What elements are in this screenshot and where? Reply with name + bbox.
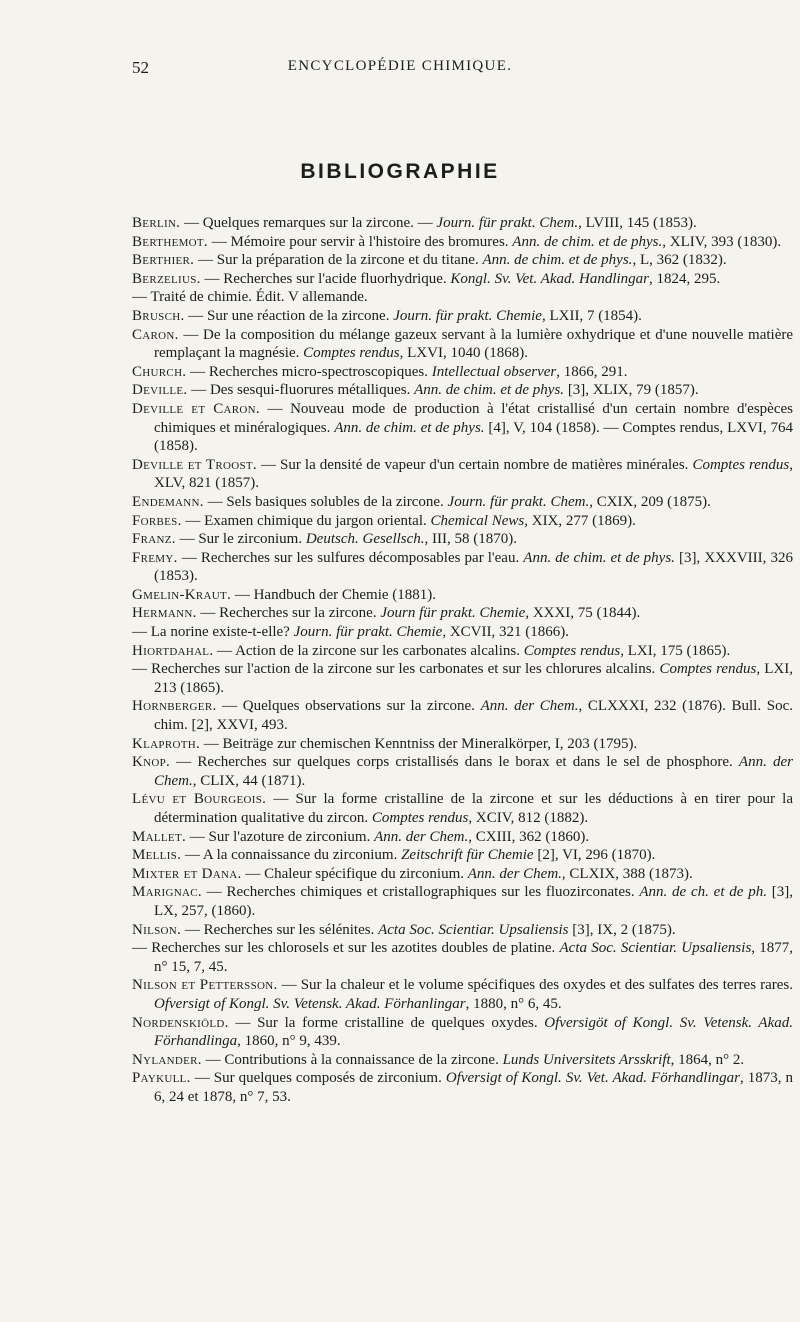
bibliography-entry bbox=[132, 697, 793, 734]
entry-text: — Sels basiques solubles de la zircone. bbox=[203, 493, 448, 510]
entry-source: Journ für prakt. Chemie bbox=[380, 605, 526, 622]
entry-author: Franz. bbox=[132, 531, 176, 548]
bibliography-entry bbox=[132, 530, 793, 549]
bibliography-entry bbox=[132, 1051, 793, 1070]
entry-citation: , CXIX, 209 (1875). bbox=[589, 493, 711, 510]
bibliography-entry bbox=[132, 400, 793, 456]
entry-citation: , LXI, 213 (1865). bbox=[154, 661, 794, 696]
entry-source: Comptes rendus bbox=[371, 810, 469, 826]
entry-text: — Sur la préparation de la zircone et du titane. bbox=[194, 252, 483, 269]
entry-source: Ofversigt of Kongl. Sv. Vetensk. Akad. Förhanlingar bbox=[154, 995, 466, 1012]
bibliography-entry bbox=[132, 512, 793, 531]
entry-author: Nordenskiöld. bbox=[132, 1014, 229, 1031]
entry-source: Journ. für prakt. Chem. bbox=[436, 215, 579, 231]
entry-author: Berthier. bbox=[132, 252, 195, 269]
bibliography-entry bbox=[132, 604, 793, 623]
bibliography-entry bbox=[132, 270, 793, 289]
bibliography-entry bbox=[132, 790, 793, 827]
bibliography-entry bbox=[132, 381, 793, 400]
entry-text: — Des sesqui-fluorures métalliques. bbox=[187, 382, 415, 399]
entry-source: Ann. de chim. et de phys. bbox=[414, 382, 565, 399]
entry-author: Hermann. bbox=[132, 605, 197, 622]
entry-source: Ann. de chim. et de phys. bbox=[482, 252, 633, 269]
entry-text: — Sur l'azoture de zirconium. bbox=[186, 828, 375, 845]
bibliography-entry bbox=[132, 865, 793, 884]
entry-citation: , XXXI, 75 (1844). bbox=[525, 605, 641, 622]
bibliography-entry bbox=[132, 586, 793, 605]
entry-text: — La norine existe-t-elle? bbox=[132, 624, 294, 641]
entry-text: — Beiträge zur chemischen Kenntniss der Mineralkörper, I, 203 (1795). bbox=[200, 735, 638, 752]
entry-source: Ann. der Chem. bbox=[467, 865, 562, 882]
entry-citation: , 1860, n° 9, 439. bbox=[237, 1033, 341, 1050]
entry-author: Mellis. bbox=[132, 847, 182, 864]
running-title: ENCYCLOPÉDIE CHIMIQUE. bbox=[287, 58, 513, 74]
entry-citation: , XLIV, 393 (1830). bbox=[662, 233, 782, 250]
entry-source: Intellectual observer bbox=[431, 363, 557, 380]
entry-text: — De la composition du mélange gazeux servant à la lumière oxhydrique et d'une nouvelle matière remplaçant la magnésie. bbox=[154, 326, 793, 362]
entry-citation: [2], VI, 296 (1870). bbox=[533, 847, 656, 864]
entry-author: Berzelius. bbox=[132, 270, 201, 287]
entry-source: Zeitschrift für Chemie bbox=[401, 847, 534, 864]
entry-text: — Nouveau mode de production à l'état cristallisé d'un certain nombre d'espèces chimiques et minéralogiques. bbox=[154, 400, 793, 436]
entry-source: Ann. de ch. et de ph. bbox=[639, 884, 767, 901]
entry-text: — Examen chimique du jargon oriental. bbox=[181, 512, 431, 529]
entry-text: — Chaleur spécifique du zirconium. bbox=[241, 865, 468, 882]
entry-source: Comptes rendus bbox=[659, 661, 757, 678]
entry-text: — Sur la densité de vapeur d'un certain nombre de matières minérales. bbox=[256, 456, 693, 473]
entry-author: Berthemot. bbox=[132, 233, 208, 250]
entry-author: Church. bbox=[132, 363, 187, 380]
entry-text: — Mémoire pour servir à l'histoire des bromures. bbox=[207, 233, 513, 250]
entry-source: Comptes rendus bbox=[303, 345, 400, 362]
entry-citation: , CLXXXI, 232 (1876). Bull. Soc. chim. [2], XXVI, 493. bbox=[154, 698, 793, 734]
entry-source: Ann. de chim. et de phys. bbox=[334, 419, 485, 436]
entry-author: Nilson et Pettersson. bbox=[132, 977, 278, 994]
entry-source: Journ. für prakt. Chemie bbox=[393, 307, 542, 324]
page-number: 52 bbox=[132, 58, 149, 77]
entry-citation: , LXVI, 1040 (1868). bbox=[399, 345, 528, 362]
entry-citation: , XIX, 277 (1869). bbox=[524, 512, 636, 529]
entry-text: — Recherches chimiques et cristallographiques sur les fluozirconates. bbox=[201, 884, 640, 901]
bibliography-entry bbox=[132, 660, 793, 697]
entry-author: Hiortdahal. bbox=[132, 642, 214, 659]
entry-text: — Quelques remarques sur la zircone. — bbox=[180, 215, 437, 231]
entry-author: Lévu et Bourgeois. bbox=[132, 791, 267, 808]
entry-text: — Recherches sur les chlorosels et sur les azotites doubles de platine. bbox=[132, 940, 560, 957]
entry-author: Deville et Caron. bbox=[132, 400, 260, 417]
entry-source: Ann. der Chem. bbox=[154, 754, 793, 789]
entry-citation: , CLIX, 44 (1871). bbox=[192, 772, 306, 789]
entry-source: Ann. der Chem. bbox=[374, 828, 469, 845]
bibliography-entry bbox=[132, 549, 793, 586]
entry-text: — Recherches micro-spectroscopiques. bbox=[186, 363, 432, 380]
bibliography-list bbox=[132, 214, 793, 1107]
entry-source: Ann. de chim. et de phys. bbox=[523, 549, 675, 566]
entry-text: — Sur la forme cristalline de la zircone et sur les déductions à en tirer pour la détermination qualitative du zircon. bbox=[154, 791, 793, 826]
entry-text: — Sur une réaction de la zircone. bbox=[184, 307, 394, 324]
entry-text: — Recherches sur les sulfures décomposables par l'eau. bbox=[177, 549, 524, 566]
entry-source: Comptes rendus bbox=[692, 456, 790, 473]
entry-source: Journ. für prakt. Chem. bbox=[447, 493, 590, 510]
entry-author: Mallet. bbox=[132, 828, 187, 845]
bibliography-entry bbox=[132, 214, 793, 233]
entry-source: Journ. für prakt. Chemie bbox=[293, 624, 443, 641]
entry-citation: [3], XXXVIII, 326 (1853). bbox=[154, 549, 793, 585]
entry-citation: , XLV, 821 (1857). bbox=[154, 456, 794, 492]
entry-author: Nilson. bbox=[132, 921, 182, 938]
entry-text: — Recherches sur l'acide fluorhydrique. bbox=[200, 270, 451, 287]
entry-author: Fremy. bbox=[132, 549, 178, 566]
entry-author: Nylander. bbox=[132, 1051, 202, 1068]
entry-author: Knop. bbox=[132, 754, 171, 771]
bibliography-entry bbox=[132, 456, 793, 493]
bibliography-entry bbox=[132, 735, 793, 754]
entry-citation: , LVIII, 145 (1853). bbox=[578, 215, 697, 231]
entry-citation: , III, 58 (1870). bbox=[424, 531, 518, 548]
entry-author: Caron. bbox=[132, 326, 179, 343]
bibliography-entry bbox=[132, 1069, 793, 1106]
entry-source: Acta Soc. Scientiar. Upsaliensis bbox=[559, 940, 752, 957]
bibliography-entry bbox=[132, 1014, 793, 1051]
bibliography-entry bbox=[132, 251, 793, 270]
bibliography-entry bbox=[132, 883, 793, 920]
bibliography-entry bbox=[132, 939, 793, 976]
bibliography-entry bbox=[132, 326, 793, 363]
entry-citation: , CXIII, 362 (1860). bbox=[468, 828, 590, 845]
entry-text: — Action de la zircone sur les carbonates alcalins. bbox=[213, 642, 524, 659]
entry-source: Kongl. Sv. Vet. Akad. Handlingar bbox=[450, 270, 650, 287]
entry-citation: [3], XLIX, 79 (1857). bbox=[564, 382, 699, 399]
entry-author: Paykull. bbox=[132, 1070, 191, 1087]
entry-source: Acta Soc. Scientiar. Upsaliensis bbox=[378, 921, 569, 938]
entry-text: — Sur la chaleur et le volume spécifiques des oxydes et des sulfates des terres rares. bbox=[277, 977, 794, 994]
bibliography-entry bbox=[132, 623, 793, 642]
entry-citation: , LXI, 175 (1865). bbox=[620, 642, 731, 659]
entry-source: Deutsch. Gesellsch. bbox=[305, 531, 425, 548]
bibliography-entry bbox=[132, 493, 793, 512]
entry-citation: , 1877, n° 15, 7, 45. bbox=[154, 940, 793, 975]
entry-text: — Sur quelques composés de zirconium. bbox=[190, 1070, 446, 1087]
entry-citation: , CLXIX, 388 (1873). bbox=[561, 865, 693, 882]
entry-citation: , 1866, 291. bbox=[556, 363, 628, 380]
bibliography-entry bbox=[132, 921, 793, 940]
entry-source: Ofversigöt of Kongl. Sv. Vetensk. Akad. Förhandlinga bbox=[154, 1014, 793, 1050]
entry-text: — Handbuch der Chemie (1881). bbox=[231, 586, 437, 603]
entry-author: Deville. bbox=[132, 382, 188, 399]
entry-text: — Recherches sur les sélénites. bbox=[181, 921, 379, 938]
entry-citation: , 1873, n 6, 24 et 1878, n° 7, 53. bbox=[154, 1070, 793, 1105]
entry-text: — Recherches sur quelques corps cristallisés dans le borax et dans le sel de phosphore. bbox=[170, 754, 739, 771]
entry-text: — Sur le zirconium. bbox=[175, 531, 306, 548]
entry-citation: [3], IX, 2 (1875). bbox=[568, 921, 676, 938]
bibliography-entry bbox=[132, 233, 793, 252]
entry-text: — Traité de chimie. Édit. V allemande. bbox=[132, 289, 368, 306]
entry-text: — Sur la forme cristalline de quelques oxydes. bbox=[228, 1014, 545, 1031]
entry-author: Klaproth. bbox=[132, 735, 201, 752]
entry-author: Berlin. bbox=[132, 215, 181, 231]
entry-author: Forbes. bbox=[132, 512, 182, 529]
entry-source: Comptes rendus bbox=[523, 642, 621, 659]
entry-citation: [4], V, 104 (1858). — Comptes rendus, LXVI, 764 (1858). bbox=[154, 419, 793, 455]
entry-citation: , 1824, 295. bbox=[649, 270, 721, 287]
entry-citation: , XCIV, 812 (1882). bbox=[468, 810, 589, 826]
entry-author: Endemann. bbox=[132, 493, 204, 510]
entry-source: Ann. de chim. et de phys. bbox=[512, 233, 663, 250]
entry-author: Marignac. bbox=[132, 884, 202, 901]
entry-author: Deville et Troost. bbox=[132, 456, 257, 473]
entry-author: Gmelin-Kraut. bbox=[132, 586, 232, 603]
entry-source: Chemical News bbox=[430, 512, 525, 529]
bibliography-entry bbox=[132, 642, 793, 661]
bibliography-entry bbox=[132, 753, 793, 790]
bibliography-entry bbox=[132, 846, 793, 865]
entry-text: — Contributions à la connaissance de la zircone. bbox=[201, 1051, 503, 1068]
entry-citation: , 1880, n° 6, 45. bbox=[465, 995, 562, 1012]
entry-source: Ofversigt of Kongl. Sv. Vet. Akad. Förhandlingar bbox=[445, 1070, 740, 1087]
entry-author: Mixter et Dana. bbox=[132, 865, 242, 882]
bibliography-entry bbox=[132, 363, 793, 382]
entry-source: Lunds Universitets Arsskrift bbox=[502, 1051, 671, 1068]
entry-citation: , 1864, n° 2. bbox=[670, 1051, 745, 1068]
bibliography-entry bbox=[132, 307, 793, 326]
entry-citation: , LXII, 7 (1854). bbox=[541, 307, 642, 324]
entry-author: Hornberger. bbox=[132, 698, 217, 715]
entry-text: — Quelques observations sur la zircone. bbox=[216, 698, 481, 715]
entry-text: — Recherches sur la zircone. bbox=[196, 605, 381, 622]
entry-citation: [3], LX, 257, (1860). bbox=[154, 884, 793, 919]
entry-text: — Recherches sur l'action de la zircone sur les carbonates et sur les chlorures alcalins. bbox=[132, 661, 660, 678]
bibliography-entry bbox=[132, 976, 793, 1013]
entry-citation: , XCVII, 321 (1866). bbox=[442, 624, 569, 641]
bibliography-entry bbox=[132, 288, 793, 307]
entry-source: Ann. der Chem. bbox=[480, 698, 579, 715]
running-header bbox=[0, 58, 800, 80]
entry-author: Brusch. bbox=[132, 307, 185, 324]
entry-text: — A la connaissance du zirconium. bbox=[181, 847, 402, 864]
entry-citation: , L, 362 (1832). bbox=[632, 252, 727, 269]
bibliography-entry bbox=[132, 828, 793, 847]
section-title: BIBLIOGRAPHIE bbox=[300, 160, 500, 183]
